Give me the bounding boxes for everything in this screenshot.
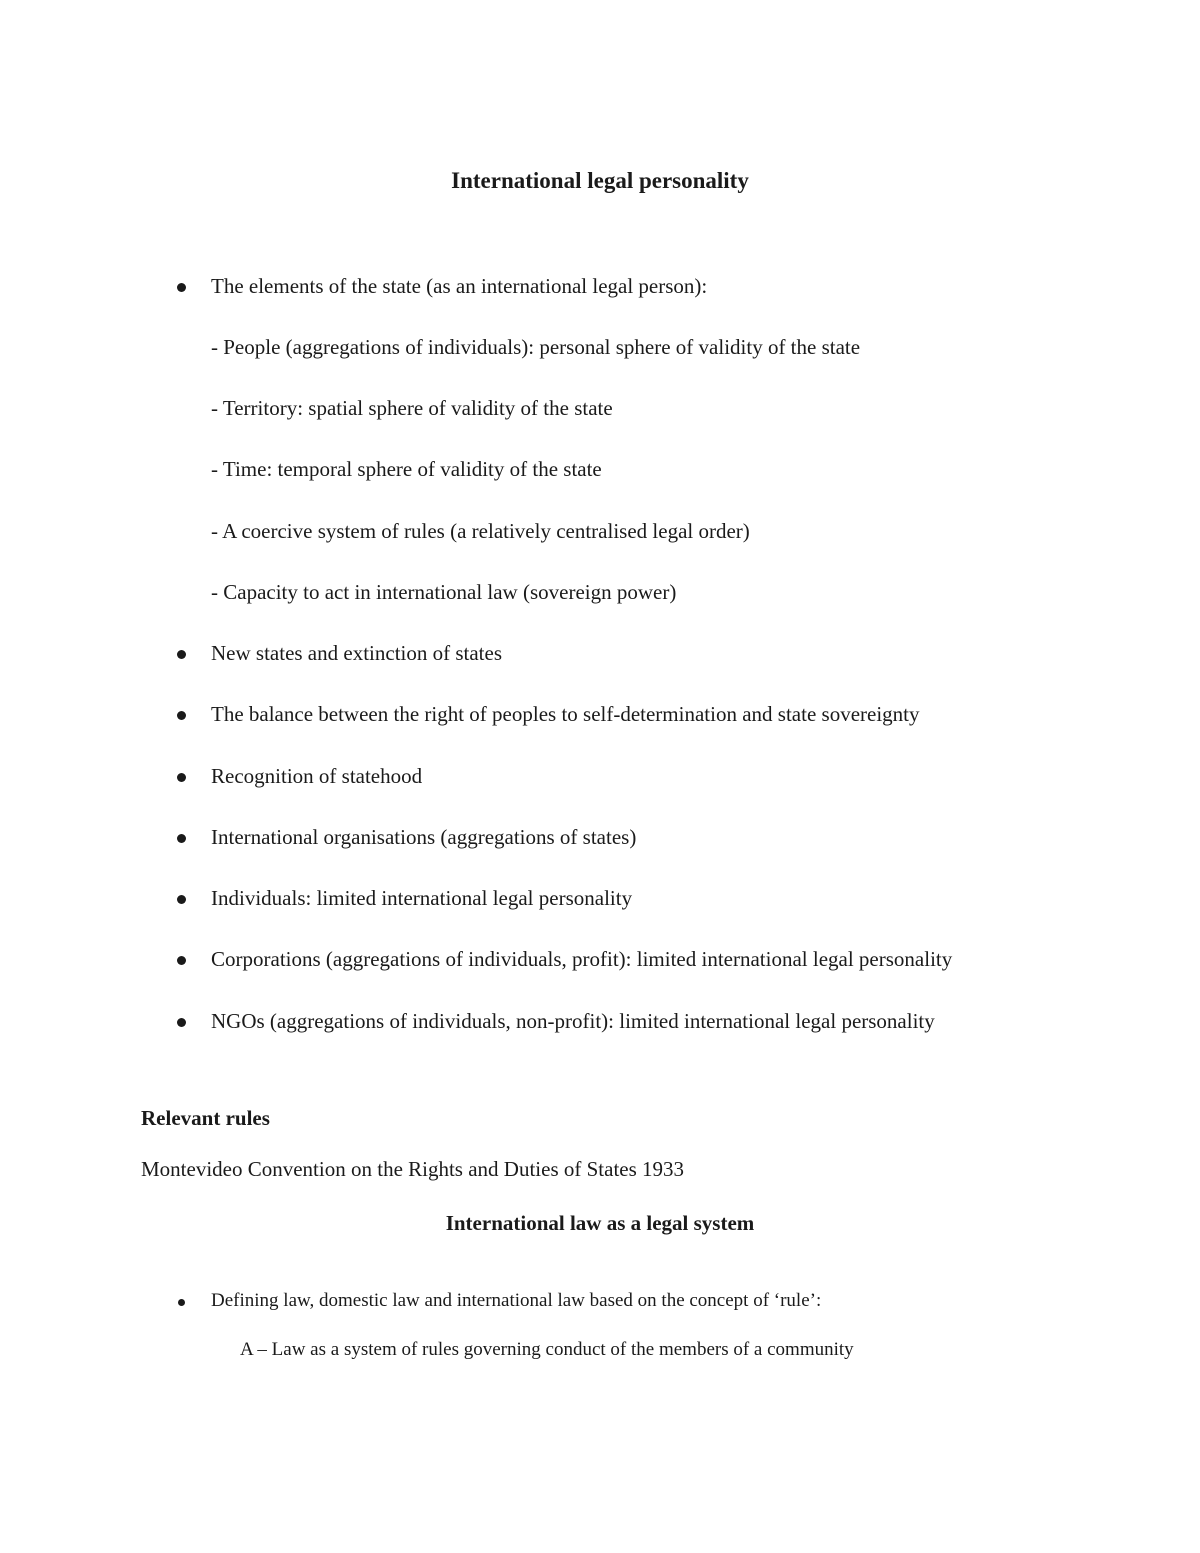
list-item: Recognition of statehood — [211, 764, 423, 788]
bullet-dot — [177, 895, 186, 904]
bullet-dot — [177, 650, 186, 659]
list-item: NGOs (aggregations of individuals, non-profit): limited international legal personality — [211, 1009, 935, 1033]
sub-list-item: - People (aggregations of individuals): personal sphere of validity of the state — [211, 335, 861, 359]
list-item: The elements of the state (as an international legal person): — [211, 274, 708, 298]
bullet-dot — [177, 283, 186, 292]
bullet-dot — [177, 834, 186, 843]
list-item: The balance between the right of peoples to self-determination and state sovereignty — [211, 702, 920, 726]
list-item: Defining law, domestic law and international law based on the concept of ‘rule’: — [211, 1290, 822, 1311]
section-title: International law as a legal system — [445, 1211, 755, 1235]
bullet-dot — [178, 1299, 185, 1306]
sub-list-item: - A coercive system of rules (a relatively centralised legal order) — [211, 519, 750, 543]
page-title: International legal personality — [451, 168, 749, 193]
list-item: Corporations (aggregations of individuals, profit): limited international legal personality — [211, 947, 953, 971]
sub-list-item: A – Law as a system of rules governing conduct of the members of a community — [240, 1339, 854, 1360]
relevant-rules-text: Montevideo Convention on the Rights and Duties of States 1933 — [141, 1157, 685, 1181]
list-item: New states and extinction of states — [211, 641, 503, 665]
list-item: International organisations (aggregations of states) — [211, 825, 637, 849]
sub-list-item: - Time: temporal sphere of validity of the state — [211, 457, 602, 481]
section-heading: Relevant rules — [141, 1106, 270, 1130]
bullet-dot — [177, 711, 186, 720]
bullet-dot — [177, 773, 186, 782]
bullet-dot — [177, 1018, 186, 1027]
sub-list-item: - Capacity to act in international law (sovereign power) — [211, 580, 677, 604]
sub-list-item: - Territory: spatial sphere of validity of the state — [211, 396, 613, 420]
list-item: Individuals: limited international legal personality — [211, 886, 633, 910]
bullet-dot — [177, 956, 186, 965]
